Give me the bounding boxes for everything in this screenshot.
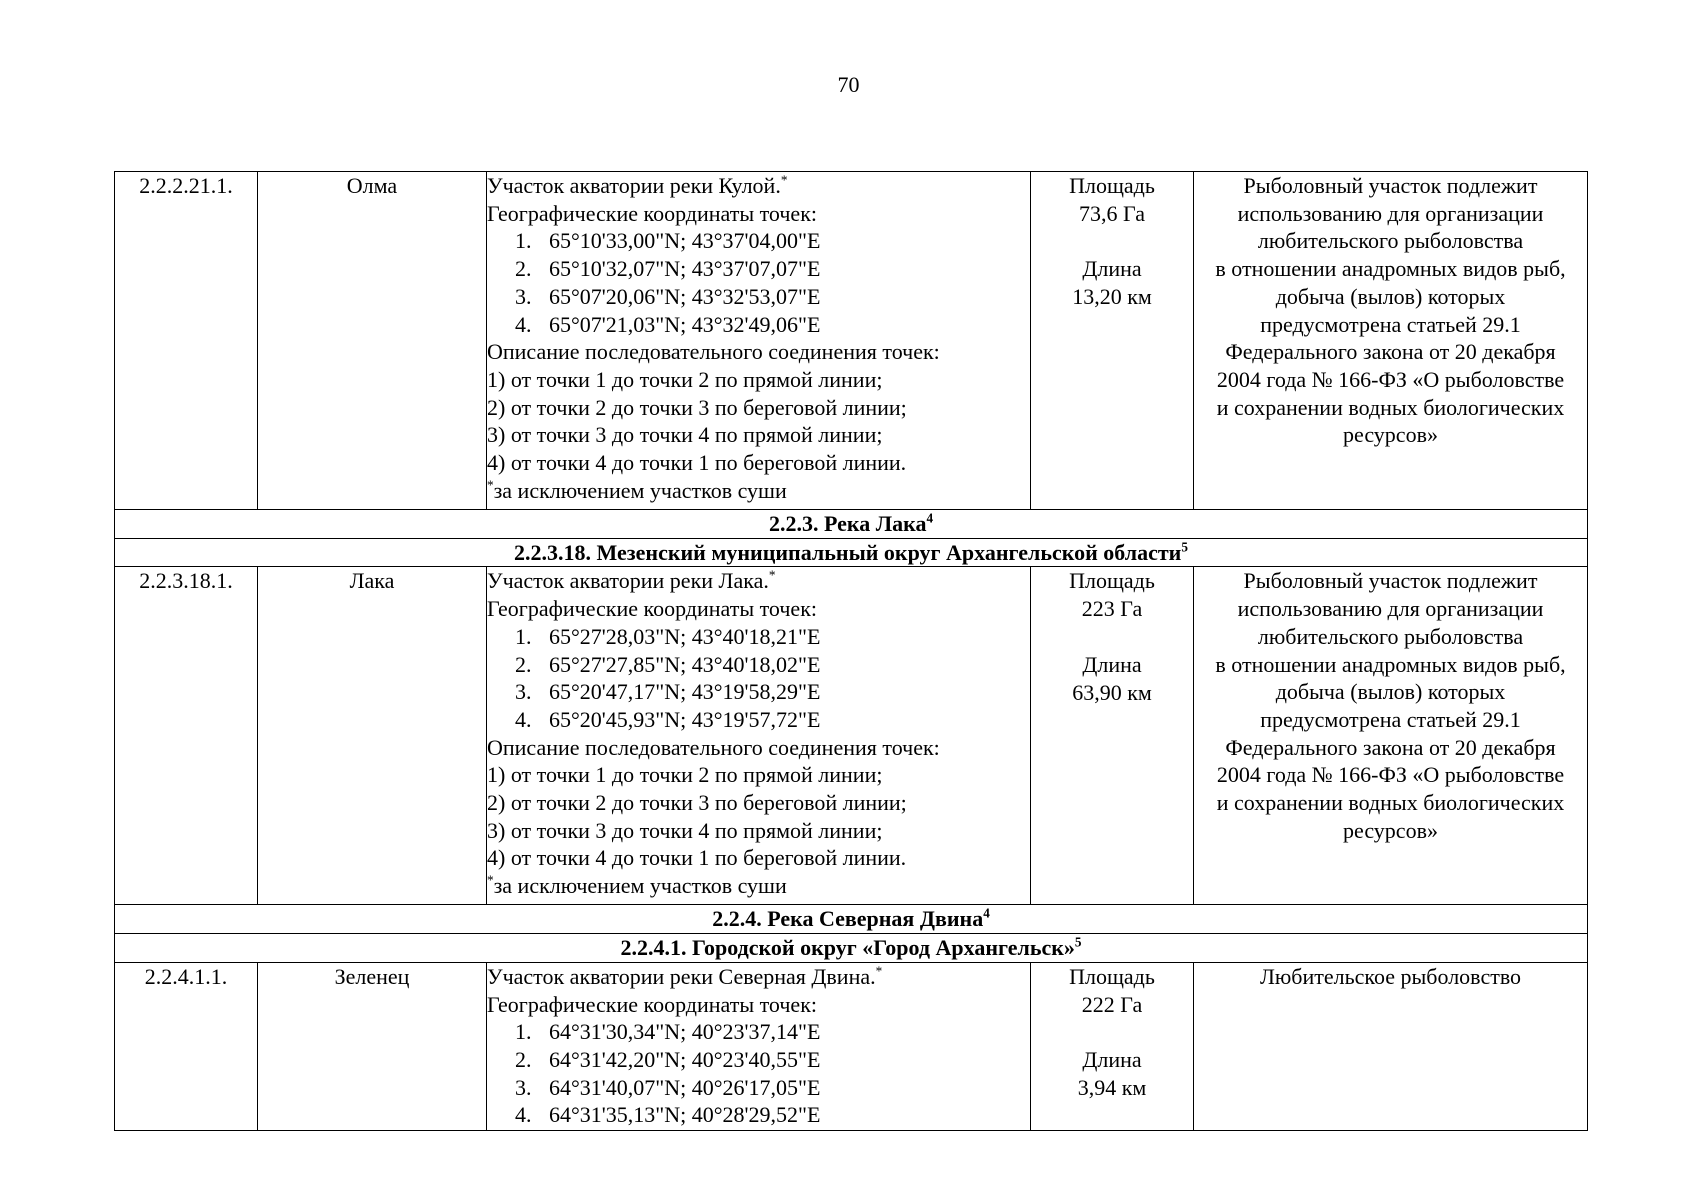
connection-line: 4) от точки 4 до точки 1 по береговой линии. [487,845,907,871]
exclusion-note: *за исключением участков суши [487,477,787,503]
entry-note: Рыболовный участок подлежит использованию для организации любительского рыболовства в отношении анадромных видов рыб, добыча (вылов) которых предусмотрена статьей 29.1 Федерального закона от 20 декабря 2004 года № 166-ФЗ «О рыболовстве и сохранении водных биологических ресурсов» [1194,172,1588,510]
exclusion-note: *за исключением участков суши [487,872,787,899]
connection-label: Описание последовательного соединения точек: [487,339,940,365]
entry-number: 2.2.4.1.1. [115,962,258,1130]
entry-name: Зеленец [258,962,487,1130]
coords-label: Географические координаты точек: [487,200,817,226]
entry-note: Рыболовный участок подлежит использованию для организации любительского рыболовства в отношении анадромных видов рыб, добыча (вылов) которых предусмотрена статьей 29.1 Федерального закона от 20 декабря 2004 года № 166-ФЗ «О рыболовстве и сохранении водных биологических ресурсов» [1194,567,1588,905]
entry-number: 2.2.3.18.1. [115,567,258,905]
entry-name: Лака [258,567,487,905]
entry-title: Участок акватории реки Северная Двина.* [487,963,883,989]
section-heading: 2.2.3. Река Лака$^4$ [115,510,1588,539]
section-heading-row [115,905,1588,934]
connection-label: Описание последовательного соединения точек: [487,734,940,760]
entry-description [487,567,1031,905]
coordinate-point: 3. 65°07'20,06"N; 43°32'53,07"E [515,283,821,309]
connection-line: 4) от точки 4 до точки 1 по береговой линии. [487,450,907,476]
entry-number: 2.2.2.21.1. [115,172,258,510]
table-row [115,962,1588,1130]
area-value: 223 Га [1081,596,1143,622]
coordinate-point: 4. 64°31'35,13"N; 40°28'29,52"E [515,1102,821,1128]
asterisk-mark: * [780,172,788,188]
entry-description [487,172,1031,510]
coordinate-point: 2. 64°31'42,20"N; 40°23'40,55"E [515,1046,821,1072]
coordinate-point: 1. 65°27'28,03"N; 43°40'18,21"E [515,623,821,649]
coordinate-point: 1. 65°10'33,00"N; 43°37'04,00"E [515,228,821,254]
connection-line: 3) от точки 3 до точки 4 по прямой линии; [487,422,883,448]
coordinate-point: 4. 65°20'45,93"N; 43°19'57,72"E [515,706,821,732]
coordinate-point: 2. 65°10'32,07"N; 43°37'07,07"E [515,256,821,282]
coordinate-point: 3. 65°20'47,17"N; 43°19'58,29"E [515,679,821,705]
connection-line: 3) от точки 3 до точки 4 по прямой линии; [487,817,883,843]
table-row [115,567,1588,905]
length-label: Длина [1082,256,1142,282]
section-heading-row [115,538,1588,567]
area-label: Площадь [1069,173,1155,198]
coords-label: Географические координаты точек: [487,991,817,1017]
entry-metrics [1031,172,1194,510]
asterisk-mark: * [487,872,494,888]
entry-title: Участок акватории реки Лака.* [487,568,776,594]
page-number: 70 [837,72,860,97]
area-label: Площадь [1069,568,1155,594]
coords-label: Географические координаты точек: [487,596,817,622]
section-heading-row [115,934,1588,963]
entry-title: Участок акватории реки Кулой.* [487,172,788,198]
connection-line: 2) от точки 2 до точки 3 по береговой линии; [487,790,907,816]
connection-line: 1) от точки 1 до точки 2 по прямой линии; [487,762,883,788]
section-heading: 2.2.3.18. Мезенский муниципальный округ Архангельской области$^5$ [115,538,1588,567]
entry-name: Олма [258,172,487,510]
length-value: 3,94 км [1077,1074,1147,1100]
area-label: Площадь [1069,963,1155,989]
length-label: Длина [1082,651,1142,677]
coordinate-point: 1. 64°31'30,34"N; 40°23'37,14"E [515,1019,821,1045]
area-value: 73,6 Га [1079,200,1145,226]
length-value: 63,90 км [1072,679,1152,705]
entry-description [487,962,1031,1130]
coordinate-point: 4. 65°07'21,03"N; 43°32'49,06"E [515,311,821,337]
entry-metrics [1031,567,1194,905]
connection-line: 2) от точки 2 до точки 3 по береговой линии; [487,394,907,420]
asterisk-mark: * [487,477,494,493]
coordinate-point: 2. 65°27'27,85"N; 43°40'18,02"E [515,651,821,677]
entry-note: Любительское рыболовство [1194,962,1588,1130]
entry-metrics [1031,962,1194,1130]
area-value: 222 Га [1081,991,1143,1017]
fishing-areas-table [114,171,1588,1131]
section-heading-row [115,510,1588,539]
connection-line: 1) от точки 1 до точки 2 по прямой линии; [487,366,883,392]
asterisk-mark: * [768,568,776,584]
asterisk-mark: * [875,963,883,979]
length-value: 13,20 км [1072,284,1152,310]
section-heading: 2.2.4.1. Городской округ «Город Архангельск»$^5$ [115,934,1588,963]
length-label: Длина [1082,1047,1142,1073]
section-heading: 2.2.4. Река Северная Двина$^4$ [115,905,1588,934]
coordinate-point: 3. 64°31'40,07"N; 40°26'17,05"E [515,1074,821,1100]
table-row [115,172,1588,510]
